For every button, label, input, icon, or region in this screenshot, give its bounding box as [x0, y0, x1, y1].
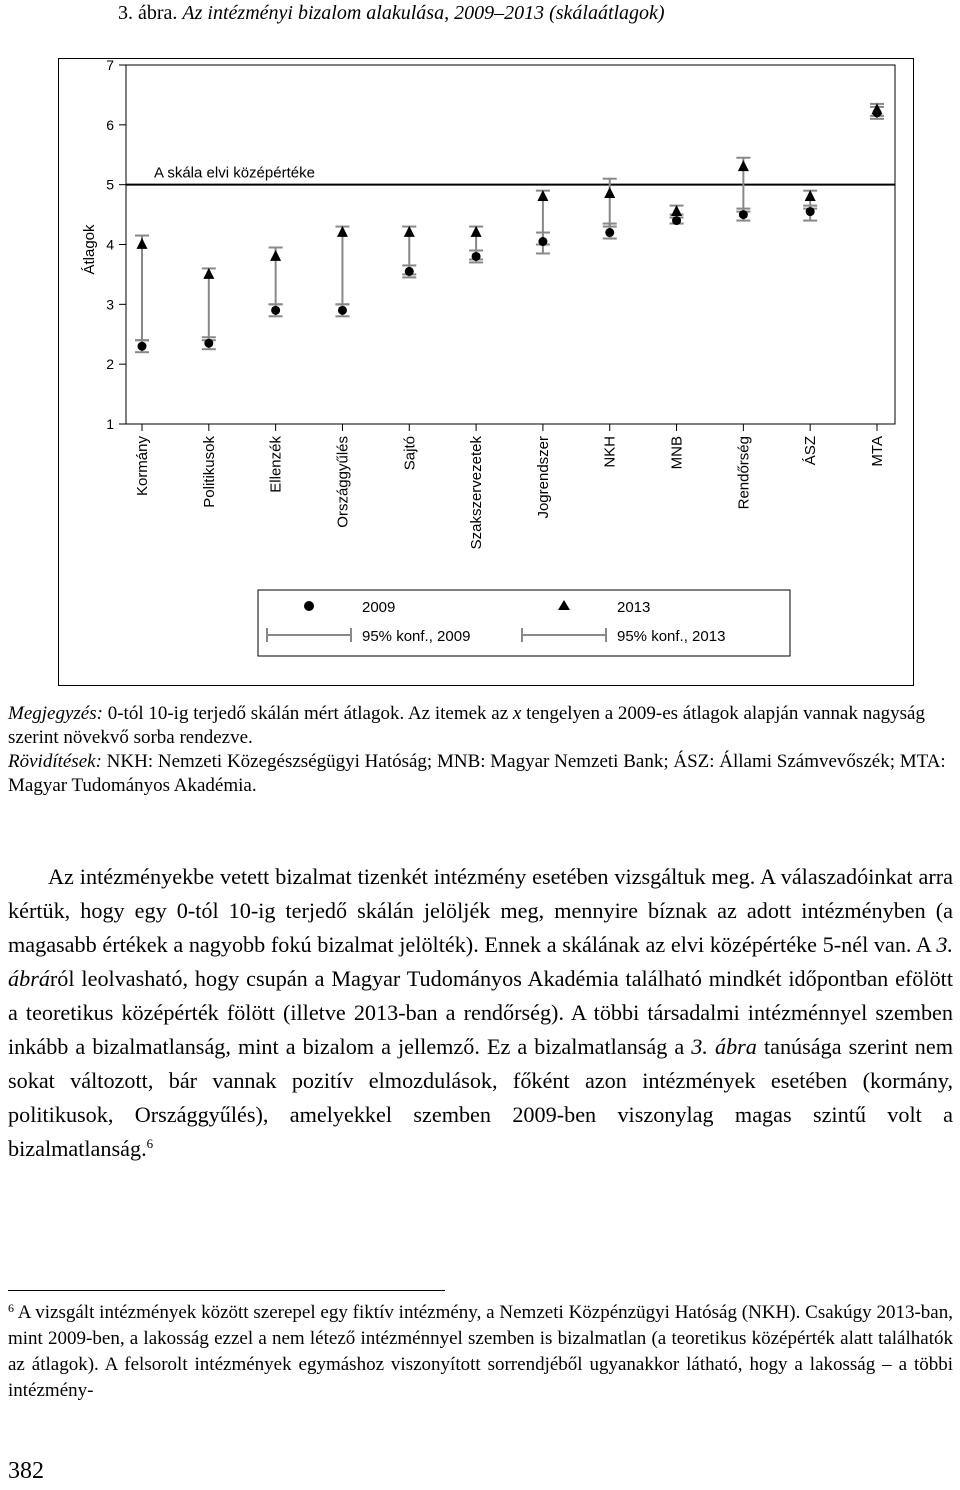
point-2013: [604, 187, 615, 198]
point-2009: [806, 207, 815, 216]
point-2013: [203, 268, 214, 279]
x-tick-label: Sajtó: [401, 436, 419, 471]
point-2009: [138, 342, 147, 351]
y-tick-label: 6: [106, 116, 114, 133]
point-2013: [537, 190, 548, 201]
point-2013: [270, 250, 281, 261]
point-2009: [605, 228, 614, 237]
footnote: [8, 1300, 953, 1404]
footnote-rule: [8, 1290, 445, 1291]
page-number: 382: [8, 1458, 44, 1484]
point-2013: [872, 103, 883, 114]
footnote-number: 6: [8, 1301, 14, 1315]
note-x-var: x: [512, 703, 522, 724]
point-2009: [538, 237, 547, 246]
x-tick-label: Kormány: [134, 436, 151, 497]
note-label: Megjegyzés:: [8, 703, 103, 724]
figure-reference-1: 3. ábrá: [8, 932, 953, 991]
reference-line-label: A skála elvi középértéke: [154, 164, 315, 182]
abbreviations-paragraph: [8, 750, 953, 798]
figure-number: 3. ábra.: [118, 2, 178, 24]
y-tick-label: 4: [106, 236, 114, 253]
y-tick-label: 5: [106, 176, 114, 193]
note-text-b: tengelyen a 2009-es átlagok alapján vannak nagyság szerint növekvő sorba rendezve.: [8, 703, 925, 748]
point-2013: [137, 238, 148, 249]
point-2013: [404, 226, 415, 237]
point-2009: [338, 306, 347, 315]
footnote-marker: 6: [146, 1136, 154, 1151]
point-2013: [337, 226, 348, 237]
body-part-1: Az intézményekbe vetett bizalmat tizenkét intézmény esetében vizsgáltuk meg. A válaszadóinkat arra kértük, hogy egy 0-tól 10-ig terjedő skálán jelöljék meg, mennyire bíznak az adott intézményben (a magasabb értékek a nagyobb fokú bizalmat jelölték). Ennek a skálának az elvi középértéke 5-nél van. A: [8, 864, 953, 957]
point-2009: [739, 210, 748, 219]
x-tick-label: MTA: [869, 436, 886, 467]
body-paragraph: [8, 860, 953, 1166]
x-tick-label: Ellenzék: [267, 436, 285, 493]
legend-label-ci-2013: 95% konf., 2013: [617, 628, 726, 645]
y-tick-label: 7: [106, 57, 114, 73]
x-tick-label: NKH: [601, 436, 619, 468]
trust-chart: [0, 0, 960, 700]
figure-title-text: Az intézményi bizalom alakulása, 2009–2013 (skálaátlagok): [182, 2, 665, 24]
note-text-a: 0-tól 10-ig terjedő skálán mért átlagok. Az itemek az: [102, 703, 513, 724]
y-tick-label: 2: [106, 356, 114, 373]
y-axis-label: Átlagok: [81, 224, 98, 275]
point-2009: [204, 339, 213, 348]
point-2009: [271, 306, 280, 315]
point-2013: [805, 190, 816, 201]
x-tick-label: Országgyűlés: [334, 436, 352, 528]
legend-label-ci-2009: 95% konf., 2009: [362, 628, 471, 645]
point-2009: [672, 216, 681, 225]
note-paragraph: [8, 702, 953, 750]
plot-area: [126, 65, 895, 424]
x-tick-label: Politikusok: [200, 436, 218, 508]
legend-label-2013: 2013: [617, 599, 651, 616]
x-tick-label: Jogrendszer: [534, 436, 552, 519]
abbreviations-text: NKH: Nemzeti Közegészségügyi Hatóság; MNB: Magyar Nemzeti Bank; ÁSZ: Állami Számvevőszék; MTA: Magyar Tudományos Akadémia.: [8, 751, 946, 796]
y-tick-label: 1: [106, 416, 114, 432]
body-text: [8, 860, 953, 1166]
y-tick-label: 3: [106, 296, 114, 313]
abbreviations-label: Rövidítések:: [8, 751, 102, 772]
x-tick-label: MNB: [668, 436, 686, 470]
legend-marker-2009: [304, 601, 314, 611]
footnote-paragraph: [8, 1300, 953, 1404]
point-2013: [471, 226, 482, 237]
x-tick-label: Rendőrség: [735, 436, 753, 510]
x-tick-label: ÁSZ: [802, 436, 820, 466]
footnote-text: A vizsgált intézmények között szerepel egy fiktív intézmény, a Nemzeti Közpénzügyi Hatóság (NKH). Csakúgy 2013-ban, mint 2009-ben, a lakosság ezzel a nem létező intézménnyel szemben is bizalmatlan (a teoretikus középérték alatt találhatók az átlagok). A felsorolt intézmények egymáshoz viszonyított sorrendjéből ugyanakkor látható, hogy a lakosság – a többi intézmény-: [8, 1302, 953, 1401]
body-part-2: ról leolvasható, hogy csupán a Magyar Tudományos Akadémia található mindkét időpontban efölött a teoretikus középérték fölött (illetve 2013-ban a rendőrség). A többi társadalmi intézménnyel szemben inkább a bizalmatlanság, mint a bizalom a jellemző. Ez a bizalmatlanság a: [8, 966, 953, 1059]
legend-box: [258, 590, 790, 656]
legend-label-2009: 2009: [362, 599, 396, 616]
point-2009: [405, 267, 414, 276]
point-2013: [671, 205, 682, 216]
x-tick-label: Szakszervezetek: [468, 436, 486, 550]
body-part-3: tanúsága szerint nem sokat változott, bár vannak pozitív elmozdulások, főként azon intézmények esetében (kormány, politikusok, Országgyűlés), amelyekkel szemben 2009-ben viszonylag magas szintű volt a bizalmatlanság.: [8, 1034, 953, 1161]
figure-reference-2: 3. ábra: [691, 1034, 757, 1059]
point-2013: [738, 160, 749, 171]
point-2009: [472, 252, 481, 261]
figure-note: [8, 702, 953, 798]
